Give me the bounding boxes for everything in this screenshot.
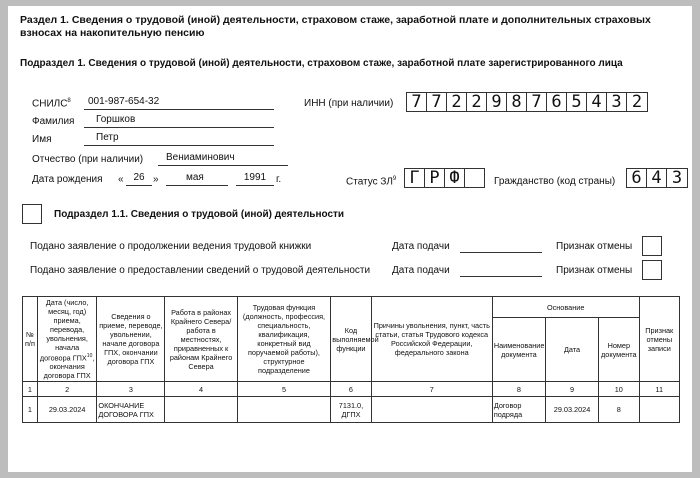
- cell-doc-name: Договор подряда: [492, 397, 545, 423]
- application-info-cancel-label: Признак отмены: [556, 265, 633, 276]
- birth-day-field[interactable]: 26: [126, 172, 152, 186]
- col-number: 11: [639, 382, 679, 397]
- col-number: 1: [23, 382, 38, 397]
- application-continue-date-field[interactable]: [460, 239, 542, 253]
- application-info-cancel-box[interactable]: [642, 260, 662, 280]
- birth-date-label: Дата рождения: [32, 174, 103, 185]
- snils-field[interactable]: 001-987-654-32: [84, 96, 274, 110]
- name-field[interactable]: Петр: [84, 132, 274, 146]
- th-number: № п/п: [23, 297, 38, 382]
- cell-info: ОКОНЧАНИЕ ДОГОВОРА ГПХ: [97, 397, 165, 423]
- cell-reason: [371, 397, 492, 423]
- application-info-date-field[interactable]: [460, 263, 542, 277]
- col-number: 9: [545, 382, 598, 397]
- th-date: Дата (число, месяц, год) приема, перевода, увольнения, начала договора ГПХ$^{10}$, окончания договора ГПХ: [37, 297, 97, 382]
- cell-cancel: [639, 397, 679, 423]
- birth-year-field[interactable]: 1991: [236, 172, 274, 186]
- th-function: Трудовая функция (должность, профессия, специальность, квалификация, конкретный вид поручаемой работы), структурное подразделение: [237, 297, 331, 382]
- application-info-date-label: Дата подачи: [392, 265, 450, 276]
- inn-cells[interactable]: 7 7 2 2 9 8 7 6 5 4 3 2: [406, 92, 648, 112]
- cell-north: [165, 397, 237, 423]
- sub11-title: Подраздел 1.1. Сведения о трудовой (иной) деятельности: [54, 209, 345, 220]
- sub11-checkbox[interactable]: [22, 204, 42, 224]
- col-number: 4: [165, 382, 237, 397]
- snils-label: СНИЛС$^8$: [32, 98, 71, 110]
- surname-field[interactable]: Горшков: [84, 114, 274, 128]
- th-reason: Причины увольнения, пункт, часть статьи, статья Трудового кодекса Российской Федерации, федерального закона: [371, 297, 492, 382]
- birth-quote-close: »: [153, 174, 159, 185]
- cell-number: 1: [23, 397, 38, 423]
- name-label: Имя: [32, 134, 52, 145]
- status-cells[interactable]: Г Р Ф: [404, 168, 485, 188]
- surname-label: Фамилия: [32, 116, 75, 127]
- birth-month-field[interactable]: мая: [166, 172, 228, 186]
- citizenship-label: Гражданство (код страны): [494, 176, 616, 187]
- th-doc-name: Наименование документа: [492, 318, 545, 382]
- patronymic-field[interactable]: Вениаминович: [158, 152, 288, 166]
- th-doc-date: Дата: [545, 318, 598, 382]
- activity-table: [22, 296, 680, 423]
- form-sheet: [8, 6, 692, 472]
- citizenship-cells[interactable]: 6 4 3: [626, 168, 688, 188]
- inn-label: ИНН (при наличии): [304, 98, 394, 109]
- cell-date: 29.03.2024: [37, 397, 97, 423]
- th-doc-number: Номер документа: [599, 318, 639, 382]
- col-number: 8: [492, 382, 545, 397]
- cell-doc-date: 29.03.2024: [545, 397, 598, 423]
- birth-year-suffix: г.: [276, 174, 282, 185]
- th-north: Работа в районах Крайнего Севера/ работа в местностях, приравненных к районам Крайнего Севера: [165, 297, 237, 382]
- application-continue-date-label: Дата подачи: [392, 241, 450, 252]
- application-continue-label: Подано заявление о продолжении ведения трудовой книжки: [30, 241, 312, 252]
- application-info-label: Подано заявление о предоставлении сведений о трудовой деятельности: [30, 265, 371, 276]
- col-number: 10: [599, 382, 639, 397]
- cell-function: [237, 397, 331, 423]
- status-label: Статус $ЗЛ^9$: [346, 176, 397, 188]
- col-number: 7: [371, 382, 492, 397]
- th-basis: Основание: [492, 297, 639, 318]
- col-number: 3: [97, 382, 165, 397]
- th-info: Сведения о приеме, переводе, увольнении, начале договора ГПХ, окончании договора ГПХ: [97, 297, 165, 382]
- th-cancel: Признак отмены записи: [639, 297, 679, 382]
- col-number: 5: [237, 382, 331, 397]
- col-number: 6: [331, 382, 371, 397]
- application-continue-cancel-box[interactable]: [642, 236, 662, 256]
- subsection-title: Подраздел 1. Сведения о трудовой (иной) деятельности, страховом стаже, заработной плате зарегистрированного лица: [20, 58, 623, 69]
- th-code: Код выполняемой функции: [331, 297, 371, 382]
- col-number: 2: [37, 382, 97, 397]
- cell-code: 7131.0, ДГПХ: [331, 397, 371, 423]
- application-continue-cancel-label: Признак отмены: [556, 241, 633, 252]
- section-title: Раздел 1. Сведения о трудовой (иной) деятельности, страховом стаже, заработной плате и дополнительных страховых взносах на накопительную пенсию: [20, 14, 651, 39]
- table-row: [23, 397, 680, 423]
- cell-doc-number: 8: [599, 397, 639, 423]
- patronymic-label: Отчество (при наличии): [32, 154, 144, 165]
- birth-quote-open: «: [118, 174, 124, 185]
